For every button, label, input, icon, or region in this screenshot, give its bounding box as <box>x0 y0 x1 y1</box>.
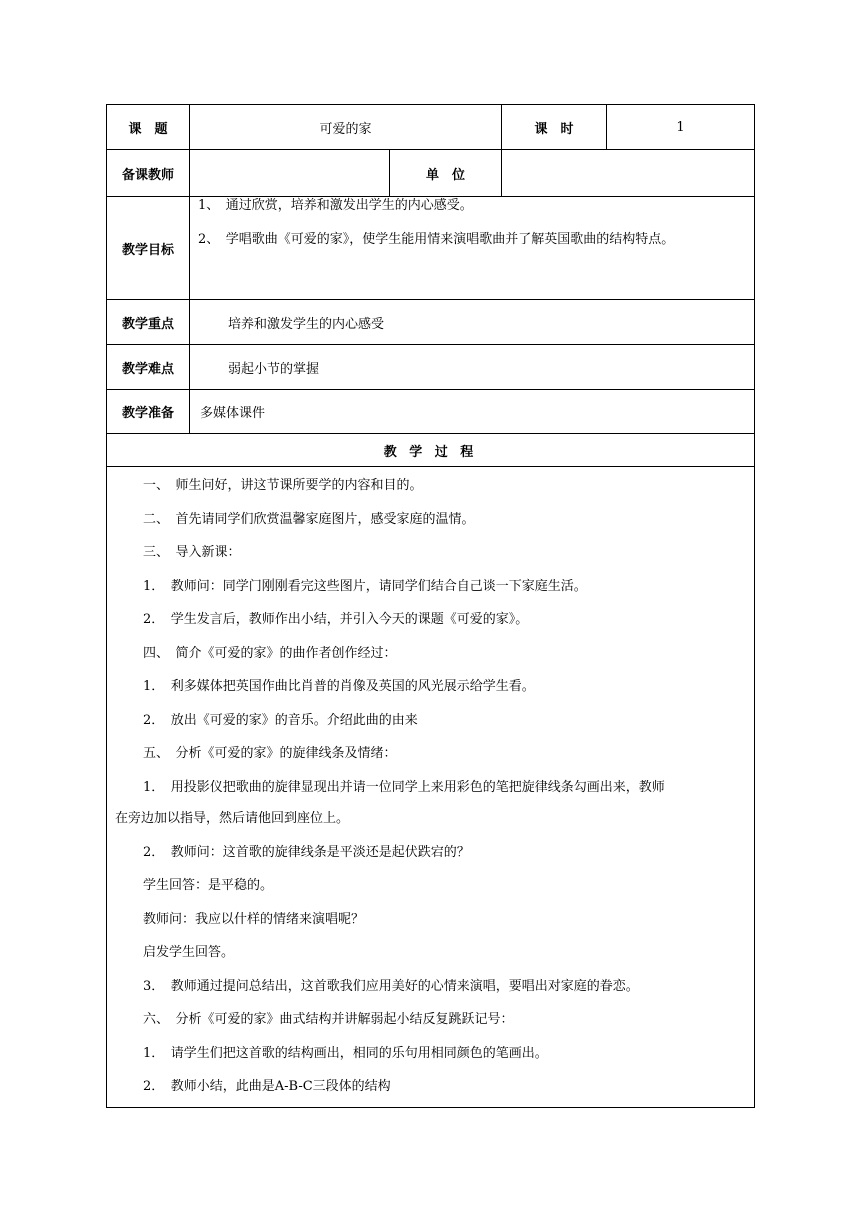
process-row <box>107 467 755 1108</box>
objective-item: 2、 学唱歌曲《可爱的家》，使学生能用情来演唱歌曲并了解英国歌曲的结构特点。 <box>198 232 675 247</box>
process-line: 五、 分析《可爱的家》的旋律线条及情绪： <box>143 746 397 761</box>
hours-value: 1 <box>607 105 755 150</box>
topic-row <box>107 105 755 150</box>
difficulty-value: 弱起小节的掌握 <box>190 345 755 390</box>
objectives-content <box>190 197 755 300</box>
process-line: 四、 简介《可爱的家》的曲作者创作经过： <box>143 645 397 661</box>
key-point-row <box>107 300 755 345</box>
preparation-value: 多媒体课件 <box>190 390 755 434</box>
process-line: 2． 教师问：这首歌的旋律线条是平淡还是起伏跌宕的？ <box>143 844 470 860</box>
process-line: 三、 导入新课： <box>143 545 241 560</box>
lesson-plan-table <box>106 104 755 1108</box>
process-line: 2． 放出《可爱的家》的音乐。介绍此曲的由来 <box>143 712 418 728</box>
process-line: 一、 师生问好，讲这节课所要学的内容和目的。 <box>143 478 423 493</box>
process-line: 1． 请学生们把这首歌的结构画出，相同的乐句用相同颜色的笔画出。 <box>143 1045 548 1061</box>
teacher-label: 备课教师 <box>107 150 190 197</box>
process-line: 启发学生回答。 <box>143 945 235 960</box>
process-line: 二、 首先请同学们欣赏温馨家庭图片，感受家庭的温情。 <box>143 511 475 527</box>
process-line: 1． 用投影仪把歌曲的旋律显现出并请一位同学上来用彩色的笔把旋律线条勾画出来，教师 <box>143 779 665 795</box>
process-line: 六、 分析《可爱的家》曲式结构并讲解弱起小结反复跳跃记号： <box>143 1012 514 1027</box>
process-line: 2． 教师小结，此曲是A-B-C三段体的结构 <box>143 1079 391 1094</box>
preparation-row <box>107 390 755 434</box>
objectives-row <box>107 197 755 300</box>
process-content <box>107 467 755 1108</box>
process-line: 学生回答：是平稳的。 <box>143 878 274 893</box>
process-title-row <box>107 434 755 467</box>
topic-value: 可爱的家 <box>190 105 502 150</box>
key-point-value: 培养和激发学生的内心感受 <box>190 300 755 345</box>
process-line: 2． 学生发言后，教师作出小结，并引入今天的课题《可爱的家》。 <box>143 612 529 627</box>
process-line: 1． 教师问：同学门刚刚看完这些图片，请同学们结合自己谈一下家庭生活。 <box>143 578 587 594</box>
unit-value <box>502 150 755 197</box>
difficulty-row <box>107 345 755 390</box>
process-line: 3． 教师通过提问总结出，这首歌我们应用美好的心情来演唱，要唱出对家庭的眷恋。 <box>143 978 639 994</box>
hours-label: 课 时 <box>502 105 607 150</box>
objective-item: 1、 通过欣赏，培养和激发出学生的内心感受。 <box>198 198 473 213</box>
key-point-label: 教学重点 <box>107 300 190 345</box>
teacher-row <box>107 150 755 197</box>
process-line: 1． 利多媒体把英国作曲比肖普的肖像及英国的风光展示给学生看。 <box>143 679 535 694</box>
process-line: 在旁边加以指导，然后请他回到座位上。 <box>115 811 350 826</box>
difficulty-label: 教学难点 <box>107 345 190 390</box>
unit-label: 单 位 <box>390 150 502 197</box>
objectives-label: 教学目标 <box>107 197 190 300</box>
topic-label: 课 题 <box>107 105 190 150</box>
process-line: 教师问：我应以什样的情绪来演唱呢？ <box>143 911 365 927</box>
preparation-label: 教学准备 <box>107 390 190 434</box>
teacher-value <box>190 150 390 197</box>
process-title: 教 学 过 程 <box>107 434 755 467</box>
